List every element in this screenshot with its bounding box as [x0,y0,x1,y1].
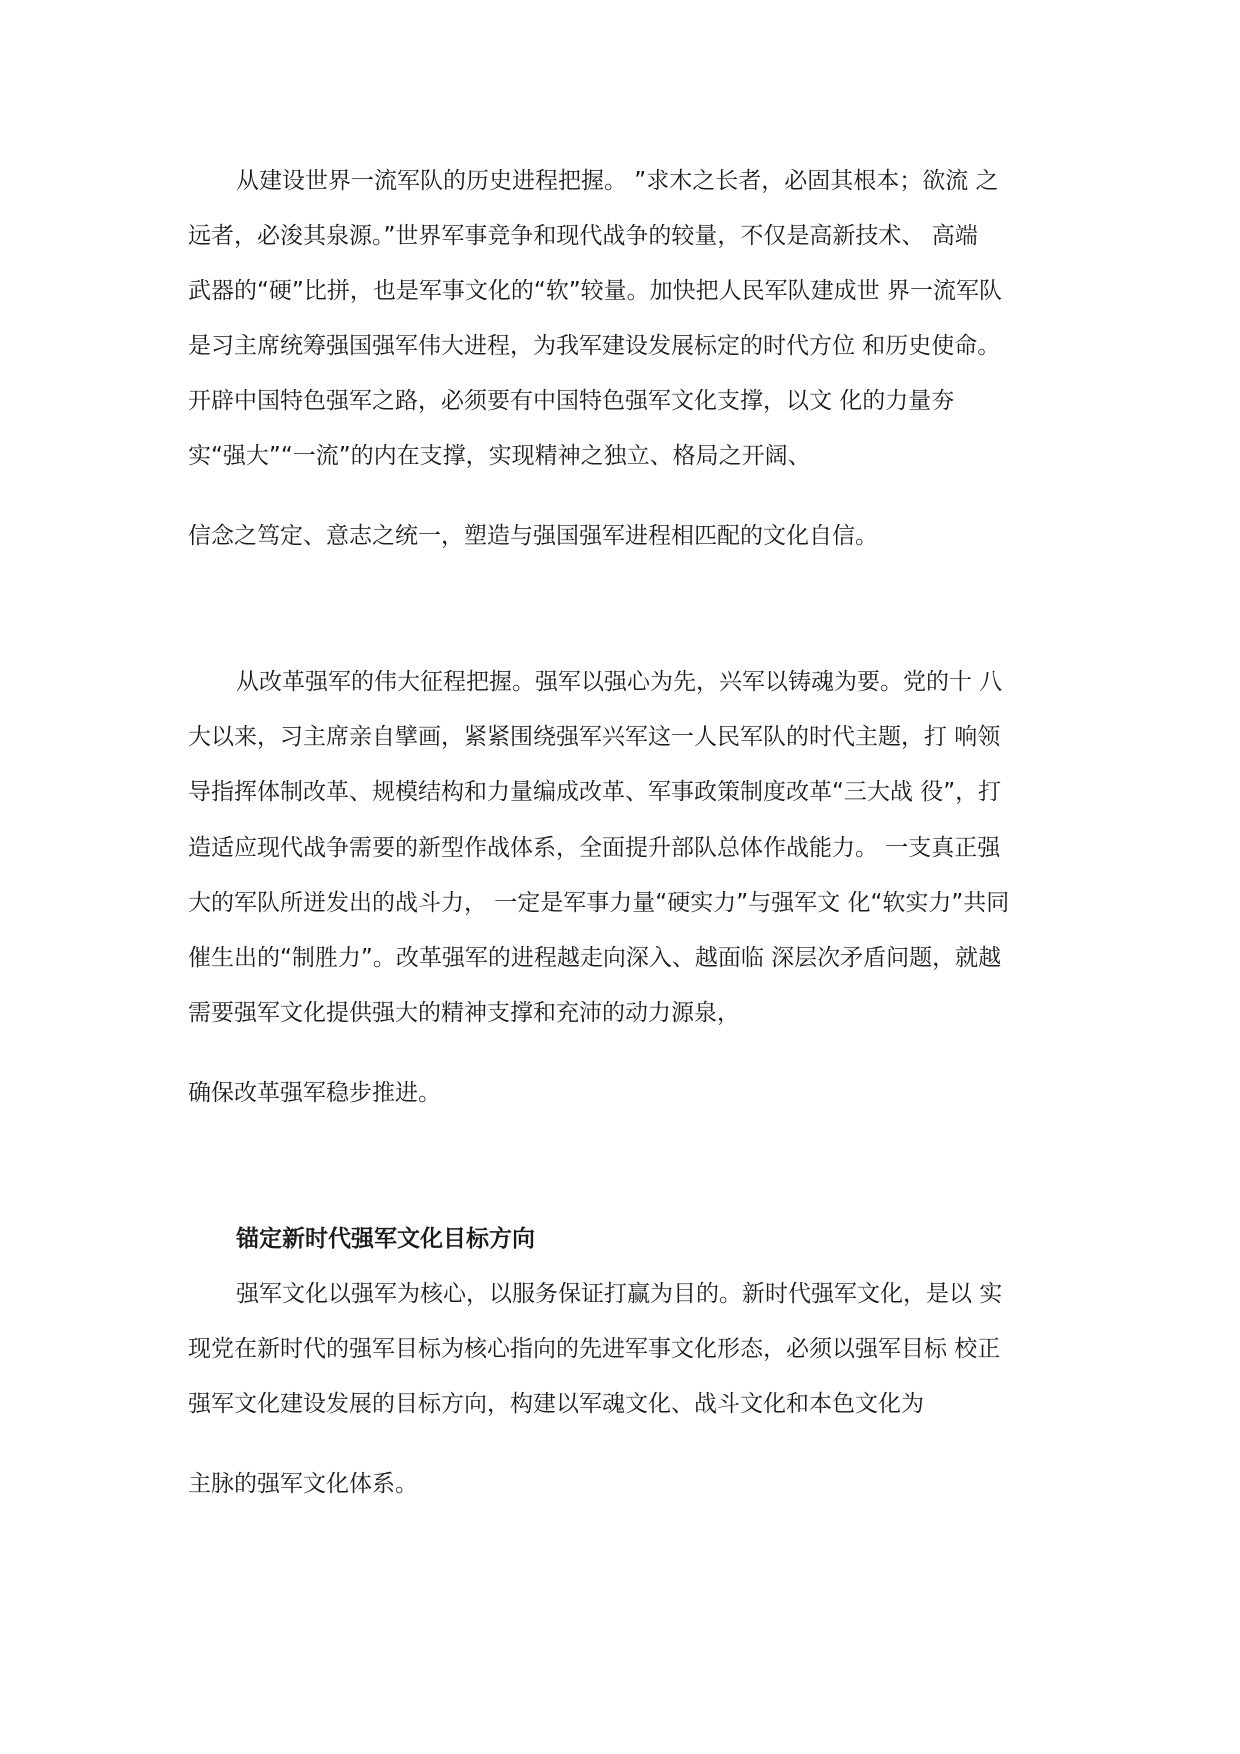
section-heading: 锚定新时代强军文化目标方向 [236,1226,535,1252]
paragraph-1-line-1: 从建设世界一流军队的历史进程把握。 ”求木之长者，必固其根本；欲流 之 [236,168,999,194]
paragraph-1-line-4: 是习主席统筹强国强军伟大进程，为我军建设发展标定的时代方位 和历史使命。 [188,333,1001,359]
paragraph-2-line-5: 大的军队所迸发出的战斗力， 一定是军事力量“硬实力”与强军文 化“软实力”共同 [188,890,1010,916]
paragraph-2-line-7: 需要强军文化提供强大的精神支撑和充沛的动力源泉， [188,1000,740,1026]
paragraph-2-line-2: 大以来，习主席亲自擘画，紧紧围绕强军兴军这一人民军队的时代主题，打 响领 [188,724,1001,750]
paragraph-3-line-1: 强军文化以强军为核心，以服务保证打赢为目的。新时代强军文化，是以 实 [236,1281,1003,1307]
paragraph-2-line-6: 催生出的“制胜力”。改革强军的进程越走向深入、越面临 深层次矛盾问题，就越 [188,945,1002,971]
paragraph-3-line-2: 现党在新时代的强军目标为核心指向的先进军事文化形态，必须以强军目标 校正 [188,1336,1001,1362]
paragraph-2-line-1: 从改革强军的伟大征程把握。强军以强心为先，兴军以铸魂为要。党的十 八 [236,669,1003,695]
paragraph-2-line-4: 造适应现代战争需要的新型作战体系，全面提升部队总体作战能力。 一支真正强 [188,835,1001,861]
paragraph-1-line-2: 远者，必浚其泉源。”世界军事竞争和现代战争的较量，不仅是高新技术、 高端 [188,223,978,249]
paragraph-1-line-3: 武器的“硬”比拼，也是军事文化的“软”较量。加快把人民军队建成世 界一流军队 [188,278,1002,304]
paragraph-1-line-6: 实“强大”“一流”的内在支撑，实现精神之独立、格局之开阔、 [188,443,811,469]
paragraph-2-line-3: 导指挥体制改革、规模结构和力量编成改革、军事政策制度改革“三大战 役”，打 [188,779,1002,805]
paragraph-2-line-8: 确保改革强军稳步推进。 [188,1080,441,1106]
paragraph-1-line-7: 信念之笃定、意志之统一，塑造与强国强军进程相匹配的文化自信。 [188,523,878,549]
paragraph-3-line-3: 强军文化建设发展的目标方向，构建以军魂文化、战斗文化和本色文化为 [188,1391,924,1417]
paragraph-3-line-4: 主脉的强军文化体系。 [188,1471,418,1497]
paragraph-1-line-5: 开辟中国特色强军之路，必须要有中国特色强军文化支撑，以文 化的力量夯 [188,388,955,414]
